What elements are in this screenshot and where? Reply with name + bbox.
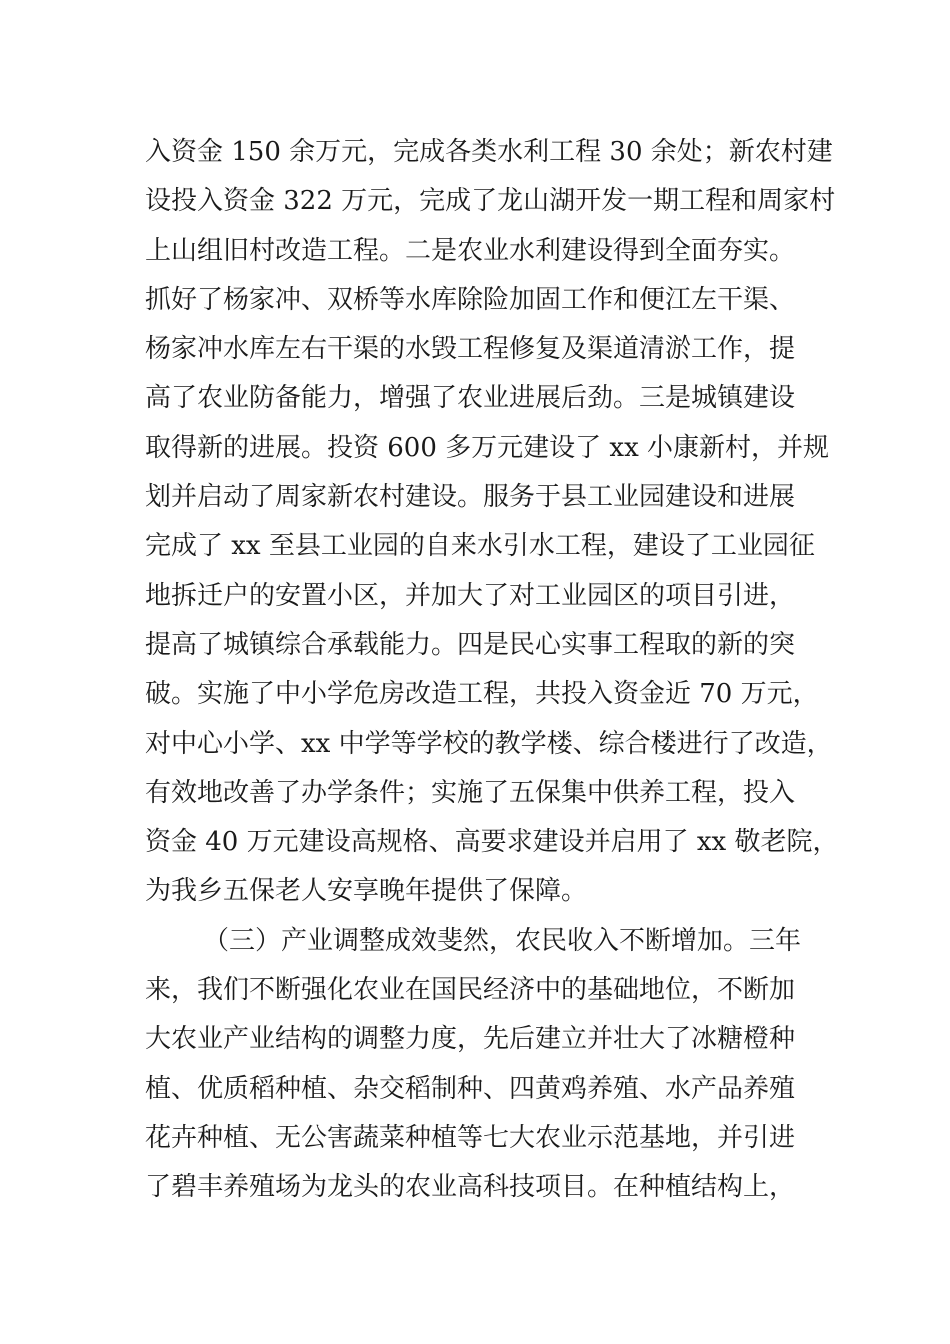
text-line: 杨家冲水库左右干渠的水毁工程修复及渠道清淤工作，提 <box>145 334 796 365</box>
section-heading-line: （三）产业调整成效斐然，农民收入不断增加。三年 <box>203 925 802 956</box>
text-line: 来，我们不断强化农业在国民经济中的基础地位，不断加 <box>145 975 796 1006</box>
text-line: 破。实施了中小学危房改造工程，共投入资金近 70 万元， <box>145 679 819 710</box>
text-line: 地拆迁户的安置小区，并加大了对工业园区的项目引进， <box>145 580 796 611</box>
text-line: 了碧丰养殖场为龙头的农业高科技项目。在种植结构上， <box>145 1172 796 1203</box>
text-line: 抓好了杨家冲、双桥等水库除险加固工作和便江左干渠、 <box>145 284 796 315</box>
text-line: 提高了城镇综合承载能力。四是民心实事工程取的新的突 <box>145 629 796 660</box>
text-line: 植、优质稻种植、杂交稻制种、四黄鸡养殖、水产品养殖 <box>145 1073 796 1104</box>
text-line: 划并启动了周家新农村建设。服务于县工业园建设和进展 <box>145 482 796 513</box>
text-line: 完成了 xx 至县工业园的自来水引水工程，建设了工业园征 <box>145 531 815 562</box>
text-line: 取得新的进展。投资 600 多万元建设了 xx 小康新村，并规 <box>145 432 830 463</box>
text-line: 有效地改善了办学条件；实施了五保集中供养工程，投入 <box>145 777 796 808</box>
text-line: 对中心小学、xx 中学等学校的教学楼、综合楼进行了改造， <box>145 728 833 759</box>
text-line: 为我乡五保老人安享晚年提供了保障。 <box>145 876 588 907</box>
text-line: 入资金 150 余万元，完成各类水利工程 30 余处；新农村建 <box>145 137 833 167</box>
text-line: 大农业产业结构的调整力度，先后建立并壮大了冰糖橙种 <box>145 1024 796 1055</box>
text-line: 上山组旧村改造工程。二是农业水利建设得到全面夯实。 <box>145 235 796 266</box>
text-line: 资金 40 万元建设高规格、高要求建设并启用了 xx 敬老院， <box>145 827 839 858</box>
body-text <box>145 128 845 1213</box>
text-line: 花卉种植、无公害蔬菜种植等七大农业示范基地，并引进 <box>145 1122 796 1153</box>
text-line: 设投入资金 322 万元，完成了龙山湖开发一期工程和周家村 <box>145 186 836 217</box>
text-line: 高了农业防备能力，增强了农业进展后劲。三是城镇建设 <box>145 383 796 414</box>
